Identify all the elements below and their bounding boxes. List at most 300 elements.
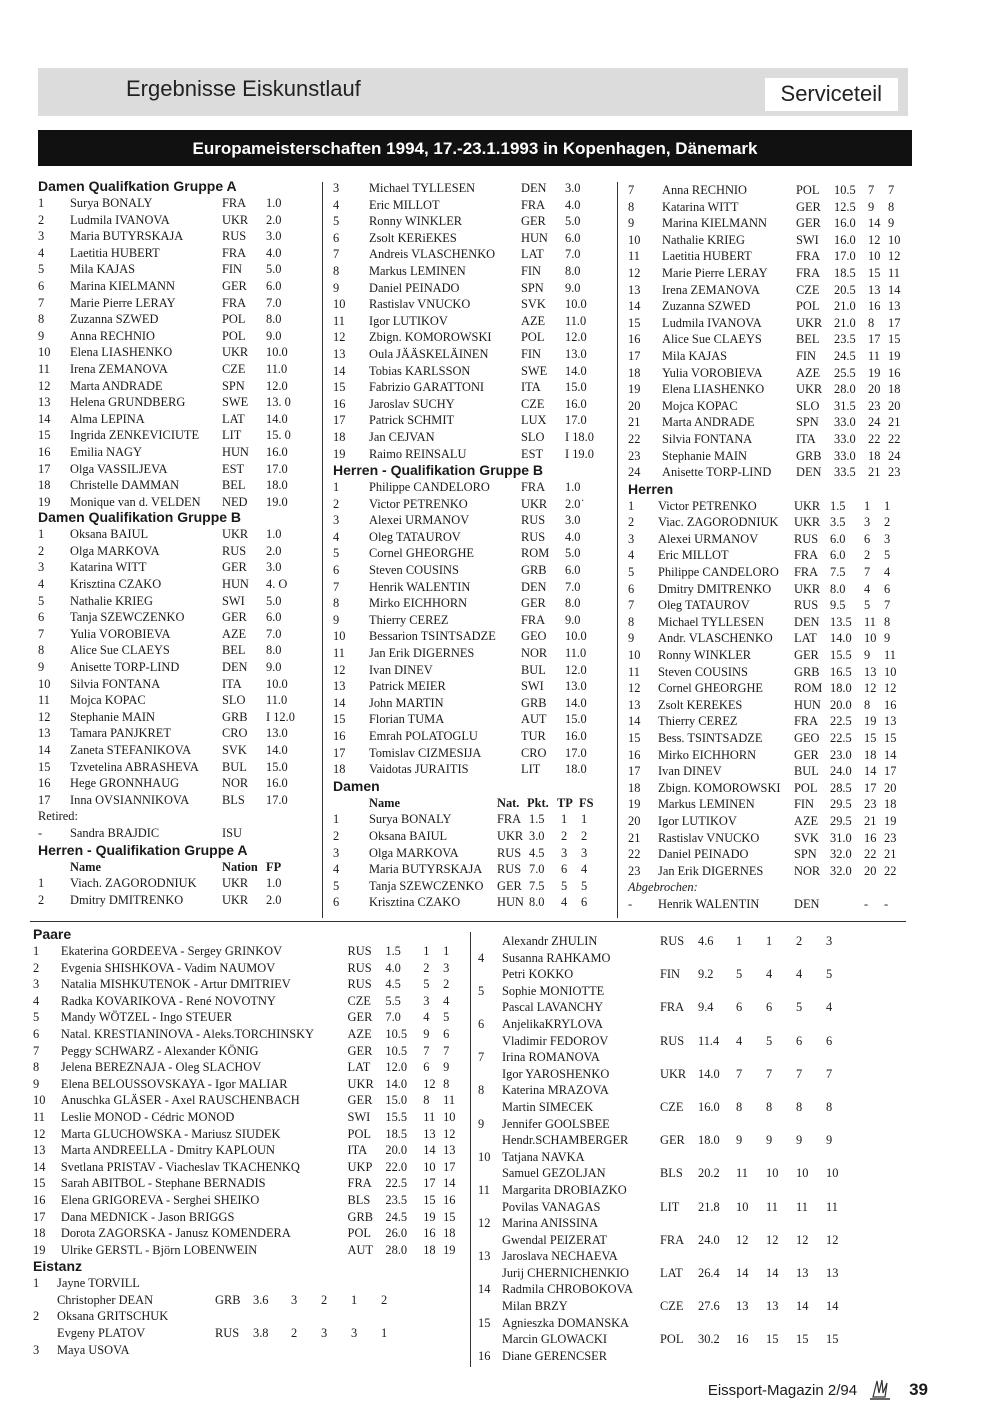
athlete-name: Alma LEPINA: [70, 411, 145, 426]
rank: 12: [333, 662, 346, 677]
rank: 13: [628, 282, 641, 297]
tp-place: 23: [864, 797, 877, 812]
tp-place: 6: [864, 531, 871, 546]
table-row: [628, 830, 908, 847]
nation: POL: [521, 330, 545, 345]
dance-row-second: [478, 933, 898, 950]
table-row: [333, 662, 618, 679]
athlete-name: Oksana BAIUL: [70, 527, 149, 542]
column-1: [38, 178, 323, 908]
judge-place: 11: [796, 1199, 808, 1214]
tp-place: 7: [423, 1043, 430, 1058]
points: 24.0: [698, 1232, 720, 1247]
points: [266, 825, 306, 842]
tp-place: 3: [561, 845, 568, 860]
judge-place: 16: [736, 1332, 749, 1347]
athlete-name: Leslie MONOD - Cédric MONOD: [60, 1109, 235, 1124]
rank: 7: [38, 295, 45, 310]
athlete-name: Olga MARKOVA: [369, 845, 459, 860]
athlete-name: Viach. ZAGORODNIUK: [70, 876, 197, 891]
athlete-name: Alexei URMANOV: [658, 531, 759, 546]
fs-place: 19: [884, 813, 897, 828]
points: 14.0: [565, 695, 587, 710]
tp-place: 23: [868, 398, 881, 413]
rank: 12: [628, 681, 641, 696]
table-row: [333, 811, 618, 828]
judge-place: 10: [766, 1166, 779, 1181]
rank: 16: [38, 444, 51, 459]
points: 24.0: [830, 764, 852, 779]
rank: 13: [33, 1143, 46, 1158]
points: 22.5: [830, 714, 852, 729]
fs-place: 6: [884, 581, 891, 596]
table-row: [33, 1009, 463, 1026]
judge-place: 8: [796, 1099, 803, 1114]
table-row: [38, 526, 323, 543]
partner-2-name: Alexandr ZHULIN: [502, 934, 598, 948]
athlete-name: Laetitia HUBERT: [662, 249, 752, 264]
rank: 5: [333, 878, 340, 893]
nation: DEN: [794, 614, 820, 629]
partner-2-name: Marcin GLOWACKI: [502, 1332, 607, 1347]
table-row: [333, 695, 618, 712]
table-row: [628, 664, 908, 681]
rank: 7: [33, 1043, 40, 1058]
tp-place: 5: [423, 977, 430, 992]
table-row: [33, 1076, 463, 1093]
tp-place: 11: [423, 1109, 436, 1124]
rank: 3: [333, 845, 340, 860]
rank: 15: [38, 428, 51, 443]
table-row: [38, 875, 323, 892]
table-row: [333, 329, 618, 346]
fs-place: 3: [884, 531, 891, 546]
table-row: [333, 529, 618, 546]
points: 28.0: [834, 382, 856, 397]
partner-2-name: Petri KOKKO: [502, 967, 574, 982]
athlete-name: Eric MILLOT: [369, 197, 440, 212]
table-row: [333, 213, 618, 230]
points: 2.0: [266, 543, 282, 558]
table-row: [628, 381, 908, 398]
points: 16.0: [565, 729, 587, 743]
points: 16.5: [830, 664, 852, 679]
nation: HUN: [521, 230, 548, 245]
points: 7.0: [565, 247, 581, 262]
col-header-fs: FS: [579, 795, 594, 810]
fs-place: 16: [888, 365, 901, 380]
athlete-name: Stephanie MAIN: [662, 448, 747, 463]
athlete-name: Markus LEMINEN: [369, 263, 466, 278]
table-row: [33, 1225, 463, 1242]
judge-place: 13: [736, 1299, 749, 1314]
rank: 1: [38, 196, 45, 210]
athlete-name: Sandra BRAJDIC: [70, 825, 160, 840]
points: 12.0: [565, 330, 587, 345]
athlete-name: Henrik WALENTIN: [658, 896, 760, 911]
tp-place: 14: [868, 216, 881, 231]
table-row: [38, 394, 323, 411]
nation: RUS: [521, 513, 546, 528]
rank: 20: [628, 398, 641, 413]
athlete-name: Steven COUSINS: [658, 664, 748, 679]
nation: UKR: [660, 1066, 687, 1081]
athlete-name: Marina KIELMANN: [70, 278, 175, 293]
points: 17.0: [266, 792, 288, 807]
nation: FRA: [794, 548, 819, 563]
points: 4.0: [565, 197, 581, 212]
fs-place: 19: [888, 348, 901, 363]
nation: GRB: [521, 563, 547, 578]
tp-place: 10: [423, 1159, 436, 1174]
judge-place: 10: [736, 1199, 749, 1214]
points: 5.0: [266, 593, 282, 608]
points: 10.5: [385, 1043, 408, 1058]
athlete-name: Marina KIELMANN: [662, 216, 767, 231]
nation: SPN: [796, 415, 819, 430]
nation: FIN: [222, 262, 242, 277]
nation: RUS: [347, 944, 372, 958]
fs-place: 5: [443, 1010, 450, 1025]
fs-place: 24: [888, 448, 901, 463]
points: 12.0: [565, 662, 587, 677]
dance-row-first: [478, 1182, 898, 1199]
tp-place: 7: [864, 565, 871, 580]
table-row: [628, 597, 908, 614]
fs-place: 4: [581, 862, 588, 877]
fs-place: 17: [884, 764, 897, 779]
nation: GER: [497, 878, 522, 893]
partner-1-name: Tatjana NAVKA: [502, 1149, 585, 1164]
dance-row-second: [478, 1331, 898, 1348]
athlete-name: Victor PETRENKO: [658, 498, 757, 513]
dance-row-first: [478, 1215, 898, 1232]
athlete-name: John MARTIN: [369, 695, 444, 710]
rank: 16: [38, 776, 51, 791]
table-row: [333, 861, 618, 878]
table-row: [333, 878, 618, 895]
athlete-name: Viac. ZAGORODNIUK: [658, 515, 779, 530]
nation: AZE: [796, 365, 821, 380]
fs-place: 1: [884, 498, 891, 513]
nation: BUL: [222, 759, 247, 774]
tp-place: 20: [868, 382, 881, 397]
table-row: [628, 780, 908, 797]
rank: 3: [333, 181, 340, 195]
dance-row-second: [478, 1232, 898, 1249]
athlete-name: Nathalie KRIEG: [70, 593, 153, 608]
athlete-name: Elena LIASHENKO: [662, 382, 765, 397]
tp-place: 24: [868, 415, 881, 430]
dance-row-second: [33, 1325, 463, 1342]
section-tag: Serviceteil: [765, 78, 898, 111]
tp-place: 9: [423, 1026, 430, 1041]
points: 28.0: [385, 1242, 408, 1257]
judge-place: 1: [381, 1326, 388, 1341]
fs-place: 20: [888, 398, 901, 413]
rank: 8: [333, 596, 340, 611]
table-row: [333, 845, 618, 862]
rank: 2: [38, 892, 45, 907]
judge-place: 13: [796, 1265, 809, 1280]
table-row: [628, 315, 908, 332]
rank: 16: [478, 1348, 491, 1363]
points: 2.0: [266, 212, 282, 227]
table-row: [38, 344, 323, 361]
rank: 3: [33, 977, 40, 992]
nation: SLO: [796, 398, 820, 413]
athlete-name: Yulia VOROBIEVA: [70, 626, 171, 641]
nation: POL: [347, 1126, 371, 1141]
rank: 12: [478, 1216, 491, 1231]
rank: 14: [333, 695, 346, 710]
nation: RUS: [660, 1033, 685, 1048]
table-row: [38, 195, 323, 212]
tp-place: 2: [423, 960, 430, 975]
athlete-name: Ludmila IVANOVA: [662, 315, 762, 330]
judge-place: 12: [826, 1232, 839, 1247]
rank: 11: [333, 313, 345, 328]
tp-place: 6: [561, 862, 568, 877]
tp-place: 13: [864, 664, 877, 679]
table-row: [628, 763, 908, 780]
points: 4.0: [266, 245, 282, 260]
tp-place: 13: [423, 1126, 436, 1141]
table-row: [38, 676, 323, 693]
rank: 11: [628, 249, 640, 264]
points: 18.0: [565, 762, 587, 777]
table-row: [333, 612, 618, 629]
rank: 22: [628, 431, 641, 446]
dance-row-first: [478, 983, 898, 1000]
athlete-name: Monique van d. VELDEN: [70, 494, 201, 509]
tp-place: 10: [868, 249, 881, 264]
table-row: [38, 278, 323, 295]
table-row: [333, 711, 618, 728]
rank: 17: [628, 348, 641, 363]
table-row: [628, 680, 908, 697]
nation: CZE: [660, 1299, 684, 1314]
col-header-tp: TP: [557, 795, 573, 810]
nation: POL: [222, 328, 246, 343]
fs-place: 16: [443, 1192, 456, 1207]
fs-place: 22: [884, 863, 897, 878]
points: 12.0: [385, 1060, 408, 1075]
rank: 1: [33, 1276, 40, 1291]
tp-place: 18: [868, 448, 881, 463]
points: 15.5: [385, 1109, 408, 1124]
nation: LIT: [660, 1199, 680, 1214]
points: 24.5: [385, 1209, 408, 1224]
rank: 2: [33, 960, 40, 975]
judge-place: 5: [766, 1033, 773, 1048]
athlete-name: Igor LUTIKOV: [369, 313, 448, 328]
nation: GEO: [794, 731, 820, 745]
points: 23.5: [834, 332, 856, 347]
athlete-name: Jan Erik DIGERNES: [658, 863, 764, 878]
table-row: [333, 562, 618, 579]
nation: GRB: [222, 709, 248, 724]
points: 17.0: [834, 249, 856, 264]
table-row: [628, 531, 908, 548]
fs-place: 7: [884, 598, 891, 613]
rank: 7: [333, 579, 340, 594]
table-row: [628, 514, 908, 531]
fs-place: 21: [884, 847, 897, 862]
table-row: [38, 477, 323, 494]
column-header-row: [38, 859, 323, 876]
athlete-name: Olga MARKOVA: [70, 543, 160, 558]
athlete-name: Igor LUTIKOV: [658, 813, 737, 828]
dance-row-first: [478, 1016, 898, 1033]
rank: 18: [333, 429, 346, 444]
nation: GER: [794, 747, 819, 762]
points: 9.2: [698, 967, 714, 982]
spacer: [478, 1165, 502, 1182]
judge-place: 3: [351, 1326, 358, 1341]
rank: 4: [33, 993, 40, 1008]
points: 14.0: [830, 631, 852, 646]
fs-place: 3: [581, 845, 588, 860]
table-row: [38, 709, 323, 726]
table-row: [333, 745, 618, 762]
rank: 15: [33, 1176, 46, 1191]
rank: 15: [628, 315, 641, 330]
athlete-name: Tanja SZEWCZENKO: [70, 610, 185, 625]
table-row: [628, 331, 908, 348]
points: 33.5: [834, 465, 856, 480]
fs-place: 19: [443, 1242, 456, 1257]
nation: FIN: [660, 967, 680, 982]
nation: CZE: [796, 282, 820, 297]
rank: 9: [38, 660, 45, 675]
judge-place: 6: [736, 1000, 743, 1015]
points: 14.0: [266, 411, 288, 426]
nation: UKR: [794, 581, 821, 596]
nation: GER: [347, 1093, 373, 1108]
table-row: [628, 846, 908, 863]
judge-place: 7: [766, 1066, 773, 1081]
table-row: [38, 494, 323, 511]
table-row: [33, 1092, 463, 1109]
rank: 18: [33, 1226, 46, 1241]
points: 11.0: [266, 693, 288, 708]
table-row: [33, 976, 463, 993]
dance-row-first: [478, 950, 898, 967]
nation: EST: [222, 461, 245, 476]
nation: CZE: [521, 396, 545, 411]
points: 14.0: [565, 363, 587, 378]
tp-place: 16: [864, 830, 877, 845]
rank: 6: [333, 895, 340, 910]
athlete-name: Mirko EICHHORN: [369, 596, 468, 611]
athlete-name: Elena BELOUSSOVSKAYA - Igor MALIAR: [60, 1076, 288, 1091]
table-row: [628, 896, 908, 913]
nation: NED: [222, 494, 248, 509]
athlete-name: Raimo REINSALU: [369, 446, 467, 461]
rank: 15: [478, 1315, 491, 1330]
fs-place: 5: [884, 548, 891, 563]
athlete-name: Ulrike GERSTL - Björn LOBENWEIN: [60, 1242, 258, 1257]
table-row: [38, 659, 323, 676]
tp-place: 8: [868, 315, 875, 330]
partner-2-name: Igor YAROSHENKO: [502, 1066, 610, 1081]
spacer: [478, 1265, 502, 1282]
table-row: [628, 630, 908, 647]
table-row: [333, 197, 618, 214]
fs-place: 13: [443, 1143, 456, 1158]
table-row: [38, 725, 323, 742]
nation: DEN: [796, 465, 822, 480]
judge-place: 13: [766, 1299, 779, 1314]
dance-row-second: [478, 999, 898, 1016]
judge-place: 11: [766, 1199, 778, 1214]
judge-place: 7: [826, 1066, 833, 1081]
nation: FRA: [796, 249, 821, 264]
nation: AZE: [794, 813, 819, 828]
nation: FIN: [794, 797, 814, 812]
athlete-name: Tamara PANJKRET: [70, 726, 171, 741]
dance-row-first: [33, 1275, 463, 1292]
rank: 8: [628, 199, 635, 214]
athlete-name: Anuschka GLÄSER - Axel RAUSCHENBACH: [60, 1093, 300, 1108]
fs-place: 11: [443, 1093, 456, 1108]
table-row: [33, 1126, 463, 1143]
col-header-fp: FP: [266, 859, 282, 874]
column-2: [333, 180, 618, 911]
rank: 14: [478, 1282, 491, 1297]
points: 9.0: [266, 660, 282, 675]
section-heading: Paare: [33, 926, 72, 942]
spacer: [33, 1292, 57, 1309]
fs-place: 11: [884, 648, 896, 663]
fs-place: 15: [443, 1209, 456, 1224]
judge-place: 2: [321, 1292, 328, 1307]
spacer: [478, 1232, 502, 1249]
dance-row-second: [478, 1199, 898, 1216]
column-divider: [322, 182, 323, 918]
table-row: [333, 728, 618, 745]
athlete-name: Silvia FONTANA: [662, 431, 753, 446]
points: 6.0: [266, 610, 282, 625]
dance-row-second: [478, 1132, 898, 1149]
rank: 5: [628, 565, 635, 580]
rank: 6: [38, 278, 45, 293]
athlete-name: Markus LEMINEN: [658, 797, 755, 812]
table-row: [33, 1043, 463, 1060]
spacer: [333, 795, 369, 812]
points: 5.5: [385, 993, 401, 1008]
rank: 5: [478, 983, 485, 998]
nation: HUN: [497, 895, 524, 910]
tp-place: 10: [864, 631, 877, 646]
partner-1-name: Margarita DROBIAZKO: [502, 1182, 627, 1197]
athlete-name: Marta ANDRADE: [662, 415, 755, 430]
tp-place: 22: [868, 431, 881, 446]
rank: 9: [333, 280, 340, 295]
tp-place: 17: [423, 1176, 436, 1191]
table-row: [628, 414, 908, 431]
nation: ITA: [222, 676, 242, 691]
table-row: [333, 545, 618, 562]
nation: NOR: [521, 646, 548, 661]
rank: 19: [628, 382, 641, 397]
athlete-name: Daniel PEINADO: [369, 280, 460, 295]
spacer: [478, 966, 502, 983]
nation: FRA: [521, 612, 546, 627]
rank: 14: [628, 714, 641, 729]
column-divider: [470, 932, 471, 1367]
